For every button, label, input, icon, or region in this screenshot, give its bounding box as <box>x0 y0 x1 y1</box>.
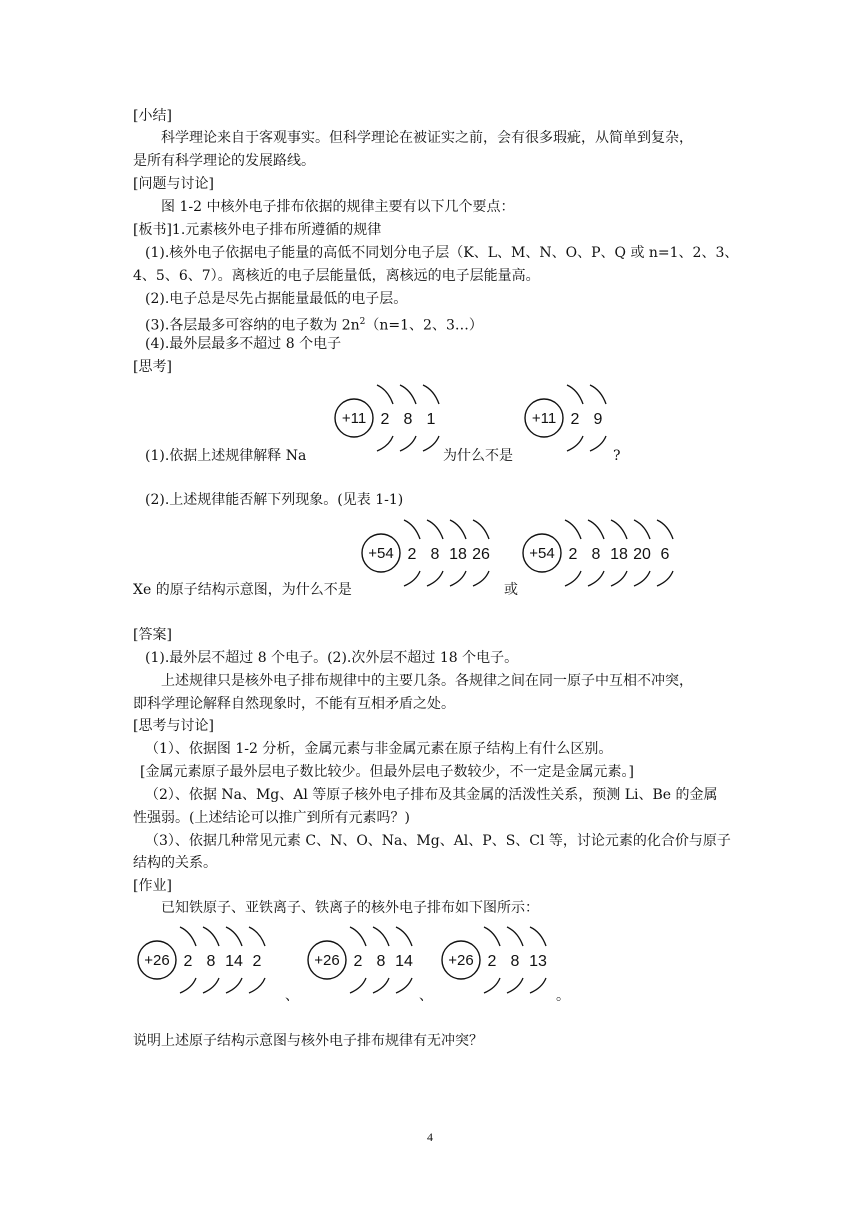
shell-arc-upper <box>590 385 606 404</box>
homework-heading: [作业] <box>133 878 172 894</box>
homework-separator1: 、 <box>285 988 299 1004</box>
shell-electron-count: 2 <box>570 411 580 428</box>
rule1-line1: (1).核外电子依据电子能量的高低不同划分电子层（K、L、M、N、O、P、Q 或 n=1、2、3、 <box>145 245 739 261</box>
discussion-heading: [问题与讨论] <box>133 176 214 192</box>
shell-electron-count: 26 <box>472 546 490 563</box>
shell-electron-count: 1 <box>426 411 436 428</box>
think-question2: (2).上述规律能否解下列现象。(见表 1-1) <box>145 492 404 508</box>
shell-electron-count: 20 <box>633 546 651 563</box>
shell-arc-upper <box>350 927 366 946</box>
shell-arc-upper <box>484 927 500 946</box>
think-discuss-item1: （1）、依据图 1-2 分析，金属元素与非金属元素在原子结构上有什么区别。 <box>145 741 613 757</box>
shell-arc-lower <box>350 978 366 993</box>
shell-electron-count: 9 <box>593 411 603 428</box>
rule1-line2: 4、5、6、7）。离核近的电子层能量低，离核远的电子层能量高。 <box>133 268 540 284</box>
atom-svg <box>521 515 688 595</box>
shell-electron-count: 2 <box>487 953 497 970</box>
page-number: 4 <box>427 1130 433 1144</box>
nucleus-charge: +26 <box>144 952 170 969</box>
think-discuss-item3-line2: 结构的关系。 <box>133 855 217 871</box>
atom-diagram-fe3 <box>440 922 561 1006</box>
think-heading: [思考] <box>133 359 172 375</box>
rule3-text: (3).各层最多可容纳的电子数为 2n <box>145 317 360 334</box>
shell-arc-lower <box>180 978 196 993</box>
shell-electron-count: 2 <box>407 546 417 563</box>
atom-diagram-fe <box>136 922 280 1006</box>
rule3-range: （n=1、2、3…） <box>365 317 483 334</box>
atom-svg <box>523 380 621 460</box>
atom-diagram-na-2-9 <box>523 380 621 464</box>
nucleus-charge: +26 <box>448 952 474 969</box>
nucleus-charge: +11 <box>341 410 367 427</box>
shell-arc-upper <box>226 927 242 946</box>
shell-arc-lower <box>203 978 219 993</box>
atom-diagram-fe2 <box>306 922 427 1006</box>
summary-heading: [小结] <box>133 108 172 124</box>
shell-arc-upper <box>473 520 489 539</box>
homework-paragraph: 已知铁原子、亚铁离子、铁离子的核外电子排布如下图所示： <box>161 900 539 916</box>
shell-electron-count: 8 <box>430 546 440 563</box>
shell-arc-lower <box>396 978 412 993</box>
shell-arc-upper <box>423 385 439 404</box>
shell-arc-upper <box>588 520 604 539</box>
shell-arc-lower <box>400 436 416 451</box>
rule2: (2).电子总是尽先占据能量最低的电子层。 <box>145 291 408 307</box>
shell-arc-lower <box>226 978 242 993</box>
shell-electron-count: 14 <box>225 953 243 970</box>
shell-arc-lower <box>450 571 466 586</box>
shell-electron-count: 2 <box>353 953 363 970</box>
shell-arc-lower <box>567 436 583 451</box>
nucleus-charge: +11 <box>531 410 557 427</box>
shell-electron-count: 8 <box>206 953 216 970</box>
shell-arc-lower <box>377 436 393 451</box>
rule3-superscript: 2 <box>359 317 366 327</box>
shell-arc-upper <box>567 385 583 404</box>
atom-svg <box>333 380 454 460</box>
shell-arc-upper <box>377 385 393 404</box>
atom-svg <box>136 922 280 1002</box>
shell-arc-lower <box>565 571 581 586</box>
think-discuss-item2-line1: （2）、依据 Na、Mg、Al 等原子核外电子排布及其金属的活泼性关系，预测 Li、Be 的金属 <box>145 787 718 803</box>
rule4: (4).最外层最多不超过 8 个电子 <box>145 336 342 352</box>
shell-arc-upper <box>450 520 466 539</box>
summary-paragraph-line2: 是所有科学理论的发展路线。 <box>133 153 315 169</box>
shell-arc-lower <box>373 978 389 993</box>
shell-arc-upper <box>400 385 416 404</box>
xe-question: Xe 的原子结构示意图，为什么不是 <box>133 582 352 598</box>
shell-arc-lower <box>404 571 420 586</box>
homework-end: 。 <box>556 988 570 1004</box>
discussion-paragraph: 图 1-2 中核外电子排布依据的规律主要有以下几个要点： <box>161 199 515 215</box>
shell-arc-upper <box>507 927 523 946</box>
rule3 <box>145 312 483 332</box>
nucleus-charge: +54 <box>368 545 394 562</box>
summary-paragraph-line1: 科学理论来自于客观事实。但科学理论在被证实之前，会有很多瑕疵，从简单到复杂， <box>161 130 693 146</box>
shell-electron-count: 8 <box>510 953 520 970</box>
shell-arc-lower <box>427 571 443 586</box>
shell-arc-upper <box>530 927 546 946</box>
homework-separator2: 、 <box>419 988 433 1004</box>
shell-arc-upper <box>404 520 420 539</box>
shell-arc-upper <box>203 927 219 946</box>
shell-arc-lower <box>249 978 265 993</box>
shell-arc-upper <box>180 927 196 946</box>
shell-arc-upper <box>657 520 673 539</box>
shell-electron-count: 8 <box>376 953 386 970</box>
shell-electron-count: 8 <box>591 546 601 563</box>
shell-arc-lower <box>530 978 546 993</box>
shell-arc-upper <box>427 520 443 539</box>
shell-electron-count: 13 <box>529 953 547 970</box>
shell-arc-upper <box>249 927 265 946</box>
answer-line3: 即科学理论解释自然现象时，不能有互相矛盾之处。 <box>133 696 455 712</box>
atom-svg <box>440 922 561 1002</box>
shell-electron-count: 2 <box>380 411 390 428</box>
shell-arc-upper <box>634 520 650 539</box>
shell-arc-lower <box>590 436 606 451</box>
shell-arc-upper <box>373 927 389 946</box>
shell-arc-upper <box>565 520 581 539</box>
shell-arc-upper <box>611 520 627 539</box>
shell-electron-count: 18 <box>610 546 628 563</box>
think-discuss-item1-answer: [金属元素原子最外层电子数比较少。但最外层电子数较少，不一定是金属元素。] <box>140 764 634 780</box>
homework-question: 说明上述原子结构示意图与核外电子排布规律有无冲突？ <box>133 1033 483 1049</box>
shell-arc-lower <box>657 571 673 586</box>
shell-arc-lower <box>634 571 650 586</box>
answer-line1: (1).最外层不超过 8 个电子。(2).次外层不超过 18 个电子。 <box>145 650 519 666</box>
think-question1-middle: 为什么不是 <box>443 448 513 464</box>
shell-electron-count: 2 <box>568 546 578 563</box>
answer-heading: [答案] <box>133 627 172 643</box>
board-heading: [板书]1.元素核外电子排布所遵循的规律 <box>133 222 382 238</box>
think-discuss-item3-line1: （3）、依据几种常见元素 C、N、O、Na、Mg、Al、P、S、Cl 等，讨论元素的化合价与原子 <box>145 833 731 849</box>
atom-diagram-xe-2-8-18-26 <box>360 515 504 599</box>
shell-arc-lower <box>484 978 500 993</box>
shell-electron-count: 2 <box>183 953 193 970</box>
think-question1: (1).依据上述规律解释 Na <box>145 448 307 464</box>
shell-electron-count: 6 <box>660 546 670 563</box>
shell-arc-lower <box>588 571 604 586</box>
shell-electron-count: 8 <box>403 411 413 428</box>
atom-svg <box>306 922 427 1002</box>
shell-arc-lower <box>473 571 489 586</box>
shell-arc-upper <box>396 927 412 946</box>
xe-or: 或 <box>504 582 518 598</box>
shell-electron-count: 14 <box>395 953 413 970</box>
atom-diagram-xe-2-8-18-20-6 <box>521 515 688 599</box>
answer-line2: 上述规律只是核外电子排布规律中的主要几条。各规律之间在同一原子中互相不冲突， <box>161 673 693 689</box>
think-discuss-heading: [思考与讨论] <box>133 718 214 734</box>
think-question1-end: ? <box>613 448 621 464</box>
shell-electron-count: 2 <box>252 953 262 970</box>
nucleus-charge: +26 <box>314 952 340 969</box>
think-discuss-item2-line2: 性强弱。(上述结论可以推广到所有元素吗？) <box>133 810 410 826</box>
nucleus-charge: +54 <box>529 545 555 562</box>
shell-arc-lower <box>507 978 523 993</box>
shell-arc-lower <box>611 571 627 586</box>
shell-arc-lower <box>423 436 439 451</box>
atom-svg <box>360 515 504 595</box>
shell-electron-count: 18 <box>449 546 467 563</box>
atom-diagram-na-2-8-1 <box>333 380 454 464</box>
